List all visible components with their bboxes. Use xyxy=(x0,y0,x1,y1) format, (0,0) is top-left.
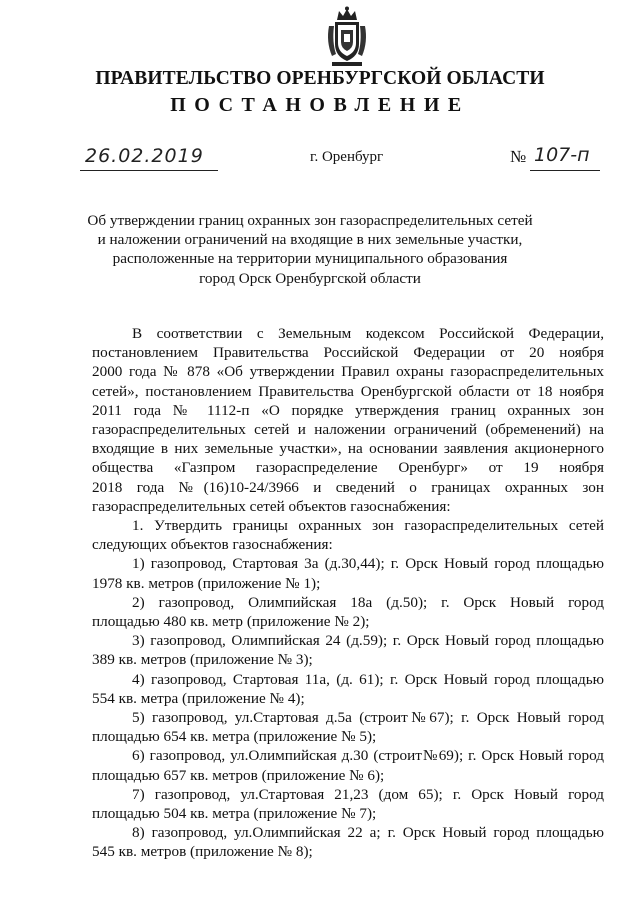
body-line: 545 кв. метров (приложение № 8); xyxy=(92,843,313,861)
body-line: 1) газопровод, Стартовая 3а (д.30,44); г. Орск Новый город площадью xyxy=(132,555,604,573)
body-line: газораспределительных сетей объектов газоснабжения: xyxy=(92,497,451,515)
number-underline xyxy=(530,170,600,171)
government-name: ПРАВИТЕЛЬСТВО ОРЕНБУРГСКОЙ ОБЛАСТИ xyxy=(95,68,545,89)
body-line: площадью 480 кв. метр (приложение № 2); xyxy=(92,613,370,631)
document-type: ПОСТАНОВЛЕНИЕ xyxy=(170,94,470,116)
body-line: 7) газопровод, ул.Стартовая 21,23 (дом 65); г. Орск Новый город xyxy=(132,785,604,803)
body-line: площадью 504 кв. метра (приложение № 7); xyxy=(92,805,377,823)
number-label: № xyxy=(510,147,527,166)
body-line: 3) газопровод, Олимпийская 24 (д.59); г. Орск Новый город площадью xyxy=(132,632,604,650)
document-number: 107-п xyxy=(534,144,590,166)
body-line: 5) газопровод, ул.Стартовая д.5а (строит№67); г. Орск Новый город xyxy=(132,709,604,727)
body-line: следующих объектов газоснабжения: xyxy=(92,536,333,554)
body-line: 2000 года № 878 «Об утверждении Правил охраны газораспределительных xyxy=(92,363,604,381)
title-line: город Орск Оренбургской области xyxy=(199,269,421,287)
document-date: 26.02.2019 xyxy=(85,145,204,167)
body-line: 8) газопровод, ул.Олимпийская 22 а; г. Орск Новый город площадью xyxy=(132,824,604,842)
body-line: входящие в них земельные участки», на основании заявления акционерного xyxy=(92,440,604,458)
body-line: 2011 года № 1112-п «О порядке утверждения границ охранных зон xyxy=(92,401,604,419)
title-line: Об утверждении границ охранных зон газораспределительных сетей xyxy=(87,212,533,229)
coat-of-arms-emblem xyxy=(324,6,370,68)
body-line: газораспределительных сетей и наложении ограничений (обременений) на xyxy=(92,421,604,439)
body-line: площадью 657 кв. метров (приложение № 6); xyxy=(92,766,385,784)
body-line: сетей», постановлением Правительства Оренбургской области от 18 ноября xyxy=(92,382,604,400)
document-body xyxy=(92,324,604,862)
title-line: расположенные на территории муниципального образования xyxy=(112,250,508,268)
body-line: 389 кв. метров (приложение № 3); xyxy=(92,651,313,669)
body-line: В соответствии с Земельным кодексом Российской Федерации, xyxy=(132,325,604,342)
body-line: 2018 года №(16)10-24/3966 и сведений о границах охранных зон xyxy=(92,478,604,496)
body-line: 1. Утвердить границы охранных зон газораспределительных сетей xyxy=(132,517,604,535)
body-line: 6) газопровод, ул.Олимпийская д.30 (строит№69); г. Орск Новый город xyxy=(132,747,604,765)
body-line: 1978 кв. метров (приложение № 1); xyxy=(92,574,321,592)
document-title xyxy=(60,211,560,288)
body-line: 4) газопровод, Стартовая 11а, (д. 61); г. Орск Новый город площадью xyxy=(132,670,604,688)
body-line: общества «Газпром газораспределение Оренбург» от 19 ноября xyxy=(92,459,604,477)
title-line: и наложении ограничений на входящие в них земельные участки, xyxy=(97,231,523,249)
body-line: 2) газопровод, Олимпийская 18а (д.50); г. Орск Новый город xyxy=(132,593,604,611)
body-line: 554 кв. метра (приложение № 4); xyxy=(92,689,305,707)
document-city: г. Оренбург xyxy=(310,149,384,165)
body-line: площадью 654 кв. метра (приложение № 5); xyxy=(92,728,377,746)
body-line: постановлением Правительства Российской Федерации от 20 ноября xyxy=(92,344,604,362)
date-underline xyxy=(80,170,218,171)
